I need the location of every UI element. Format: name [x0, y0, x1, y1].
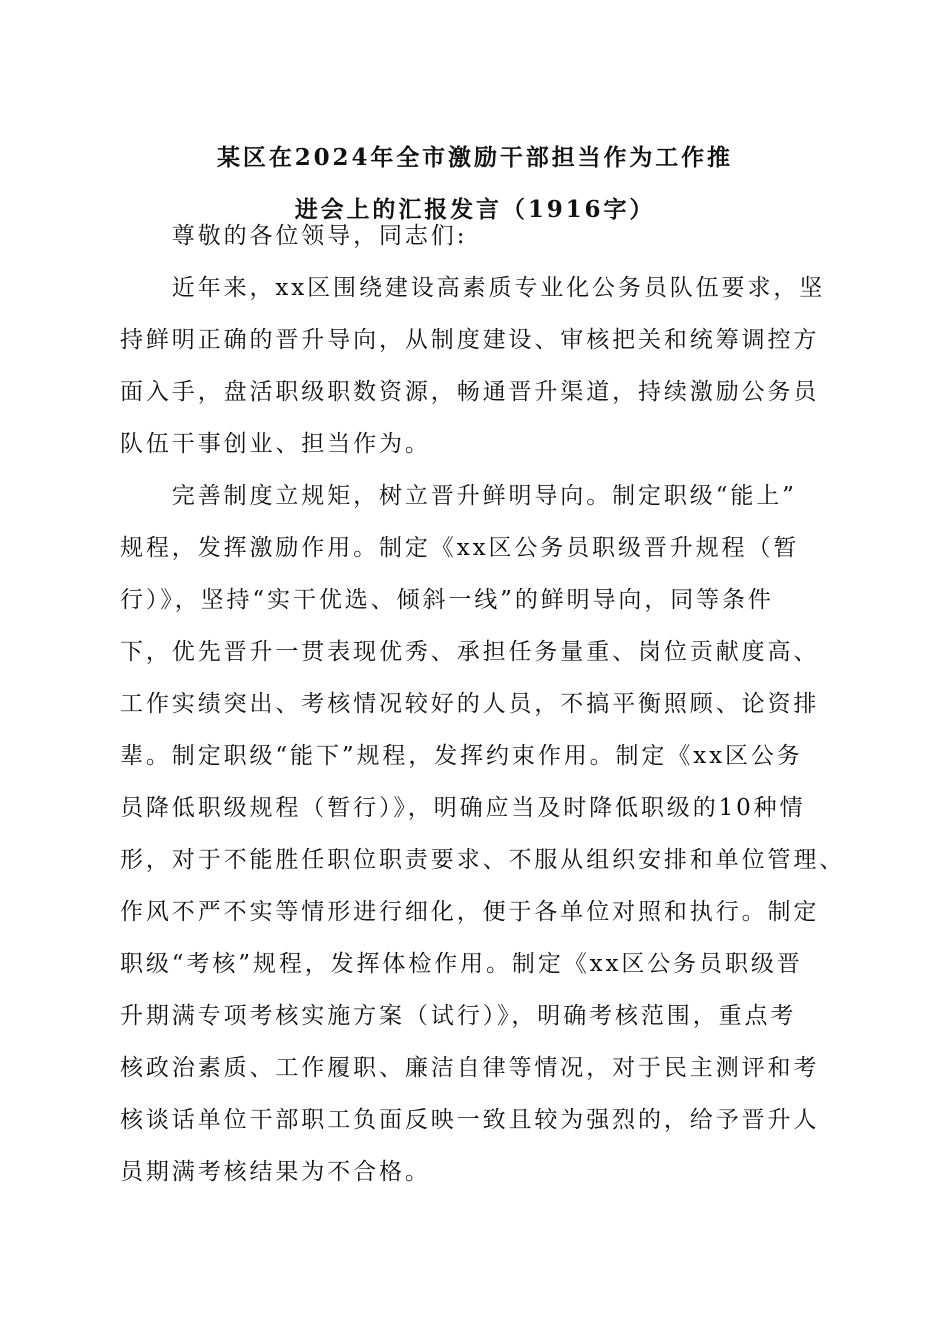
section-paragraph — [120, 470, 846, 1198]
intro-paragraph — [120, 262, 835, 470]
text-line: 规程，发挥激励作用。制定《xx区公务员职级晋升规程（暂 — [120, 535, 800, 561]
text-line: 形，对于不能胜任职位职责要求、不服从组织安排和单位管理、 — [120, 847, 846, 873]
document-body — [120, 210, 846, 1198]
text-line: 近年来，xx区围绕建设高素质专业化公务员队伍要求，坚 — [120, 275, 826, 301]
text-line: 完善制度立规矩，树立晋升鲜明导向。制定职级“能上” — [120, 483, 797, 509]
text-line: 工作实绩突出、考核情况较好的人员，不搞平衡照顾、论资排 — [120, 691, 820, 717]
text-line: 员降低职级规程（暂行）》，明确应当及时降低职级的10种情 — [120, 795, 806, 821]
title-line: 进会上的汇报发言（1916字） — [294, 196, 656, 223]
text-line: 员期满考核结果为不合格。 — [120, 1159, 431, 1185]
text-line: 持鲜明正确的晋升导向，从制度建设、审核把关和统筹调控方 — [120, 327, 820, 353]
text-line: 尊敬的各位领导，同志们: — [120, 223, 468, 249]
text-line: 队伍干事创业、担当作为。 — [120, 431, 431, 457]
text-line: 职级“考核”规程，发挥体检作用。制定《xx区公务员职级晋 — [120, 951, 803, 977]
text-line: 辈。制定职级“能下”规程，发挥约束作用。制定《xx区公务 — [120, 743, 803, 769]
text-line: 行）》，坚持“实干优选、倾斜一线”的鲜明导向，同等条件 — [120, 587, 774, 613]
text-line: 核谈话单位干部职工负面反映一致且较为强烈的，给予晋升人 — [120, 1107, 820, 1133]
text-line: 作风不严不实等情形进行细化，便于各单位对照和执行。制定 — [120, 899, 820, 925]
text-line: 核政治素质、工作履职、廉洁自律等情况，对于民主测评和考 — [120, 1055, 820, 1081]
salutation-paragraph — [120, 210, 835, 262]
text-line: 下，优先晋升一贯表现优秀、承担任务量重、岗位贡献度高、 — [120, 639, 820, 665]
text-line: 面入手，盘活职级职数资源，畅通晋升渠道，持续激励公务员 — [120, 379, 820, 405]
title-line: 某区在2024年全市激励干部担当作为工作推 — [217, 144, 733, 171]
text-line: 升期满专项考核实施方案（试行）》，明确考核范围，重点考 — [120, 1003, 797, 1029]
